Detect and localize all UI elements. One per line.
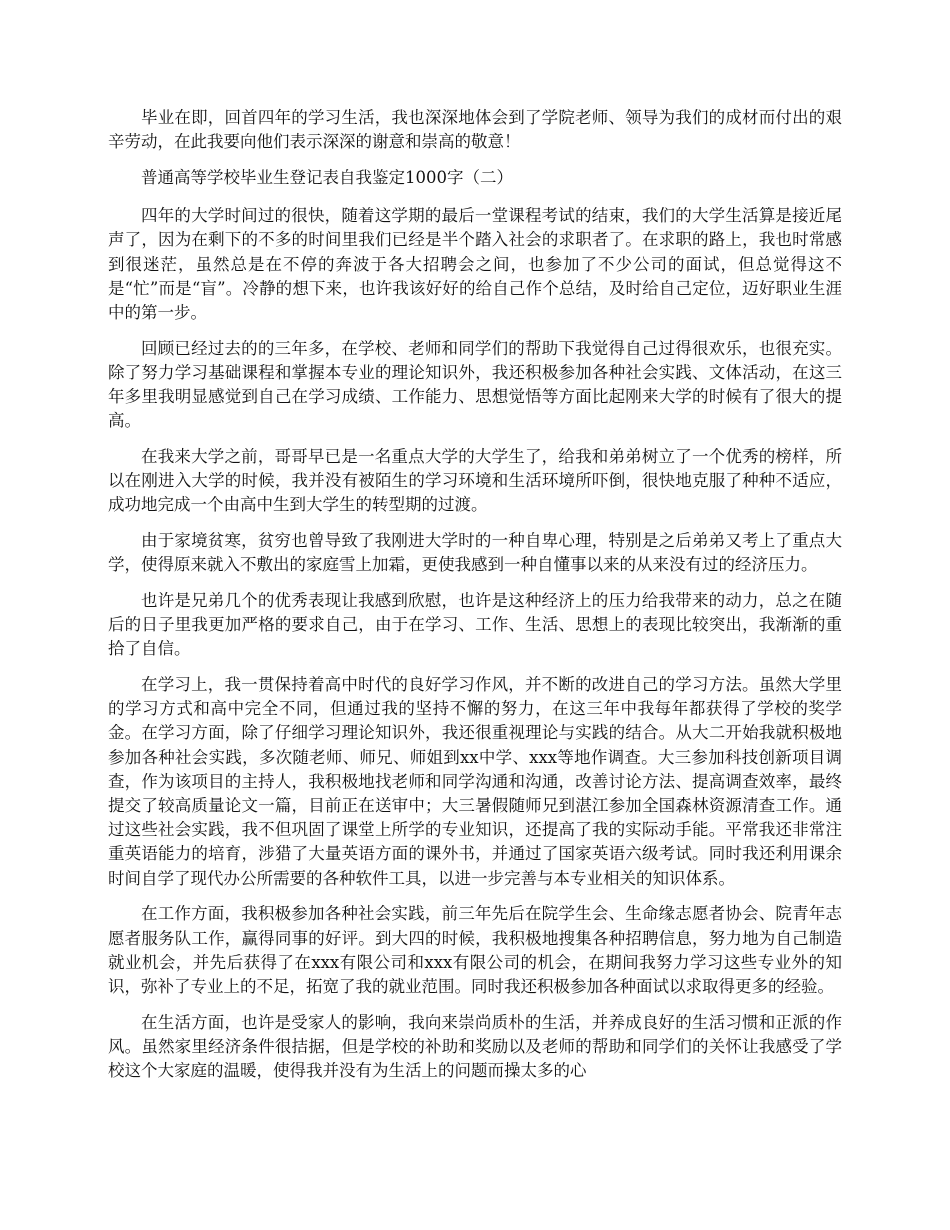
paragraph-review: 回顾已经过去的的三年多，在学校、老师和同学们的帮助下我觉得自己过得很欢乐，也很充实。除了努力学习基础课程和掌握本专业的理论知识外，我还积极参加各种社会实践、文体活动，在这三年多里我明显感觉到自己在学习成绩、工作能力、思想觉悟等方面比起刚来大学的时候有了很大的提高。 xyxy=(108,338,842,431)
section-heading: 普通高等学校毕业生登记表自我鉴定1000字（二） xyxy=(141,167,513,187)
paragraph-intro: 四年的大学时间过的很快，随着这学期的最后一堂课程考试的结束，我们的大学生活算是接近尾声了，因为在剩下的不多的时间里我们已经是半个踏入社会的求职者了。在求职的路上，我也时常感到很迷茫，虽然总是在不停的奔波于各大招聘会之间，也参加了不少公司的面试，但总觉得这不是“忙”而是“盲”。冷静的想下来，也许我该好好的给自己作个总结，及时给自己定位，迈好职业生涯中的第一步。 xyxy=(108,206,842,322)
paragraph-closing: 毕业在即，回首四年的学习生活，我也深深地体会到了学院老师、领导为我们的成材而付出的艰辛劳动，在此我要向他们表示深深的谢意和崇高的敬意！ xyxy=(108,108,842,152)
paragraph-family: 由于家境贫寒，贫穷也曾导致了我刚进大学时的一种自卑心理，特别是之后弟弟又考上了重点大学，使得原来就入不敷出的家庭雪上加霜，更使我感到一种自懂事以来的从来没有过的经济压力。 xyxy=(108,531,842,575)
paragraph-work: 在工作方面，我积极参加各种社会实践，前三年先后在院学生会、生命缘志愿者协会、院青年志愿者服务队工作，赢得同事的好评。到大四的时候，我积极地搜集各种招聘信息，努力地为自己制造就业机会，并先后获得了在xxx有限公司和xxx有限公司的机会，在期间我努力学习这些专业外的知识，弥补了专业上的不足，拓宽了我的就业范围。同时我还积极参加各种面试以求取得更多的经验。 xyxy=(108,904,842,996)
document-body xyxy=(108,106,842,1095)
paragraph-before-college: 在我来大学之前，哥哥早已是一名重点大学的大学生了，给我和弟弟树立了一个优秀的榜样，所以在刚进入大学的时候，我并没有被陌生的学习环境和生活环境所吓倒，很快地克服了种种不适应，成功地完成一个由高中生到大学生的转型期的过渡。 xyxy=(108,446,842,515)
paragraph-life: 在生活方面，也许是受家人的影响，我向来崇尚质朴的生活，并养成良好的生活习惯和正派的作风。虽然家里经济条件很拮据，但是学校的补助和奖励以及老师的帮助和同学们的关怀让我感受了学校这个大家庭的温暖，使得我并没有为生活上的问题而操太多的心 xyxy=(108,1012,842,1081)
paragraph-confidence: 也许是兄弟几个的优秀表现让我感到欣慰，也许是这种经济上的压力给我带来的动力，总之在随后的日子里我更加严格的要求自己，由于在学习、工作、生活、思想上的表现比较突出，我渐渐的重拾了自信。 xyxy=(108,590,842,659)
paragraph-study: 在学习上，我一贯保持着高中时代的良好学习作风，并不断的改进自己的学习方法。虽然大学里的学习方式和高中完全不同，但通过我的坚持不懈的努力，在这三年中我每年都获得了学校的奖学金。在学习方面，除了仔细学习理论知识外，我还很重视理论与实践的结合。从大二开始我就积极地参加各种社会实践，多次随老师、师兄、师姐到xx中学、xxx等地作调查。大三参加科技创新项目调查，作为该项目的主持人，我积极地找老师和同学沟通和沟通，改善讨论方法、提高调查效率，最终提交了较高质量论文一篇，目前正在送审中；大三暑假随师兄到湛江参加全国森林资源清查工作。通过这些社会实践，我不但巩固了课堂上所学的专业知识，还提高了我的实际动手能。平常我还非常注重英语能力的培育，涉猎了大量英语方面的课外书，并通过了国家英语六级考试。同时我还利用课余时间自学了现代办公所需要的各种软件工具，以进一步完善与本专业相关的知识体系。 xyxy=(108,675,842,888)
